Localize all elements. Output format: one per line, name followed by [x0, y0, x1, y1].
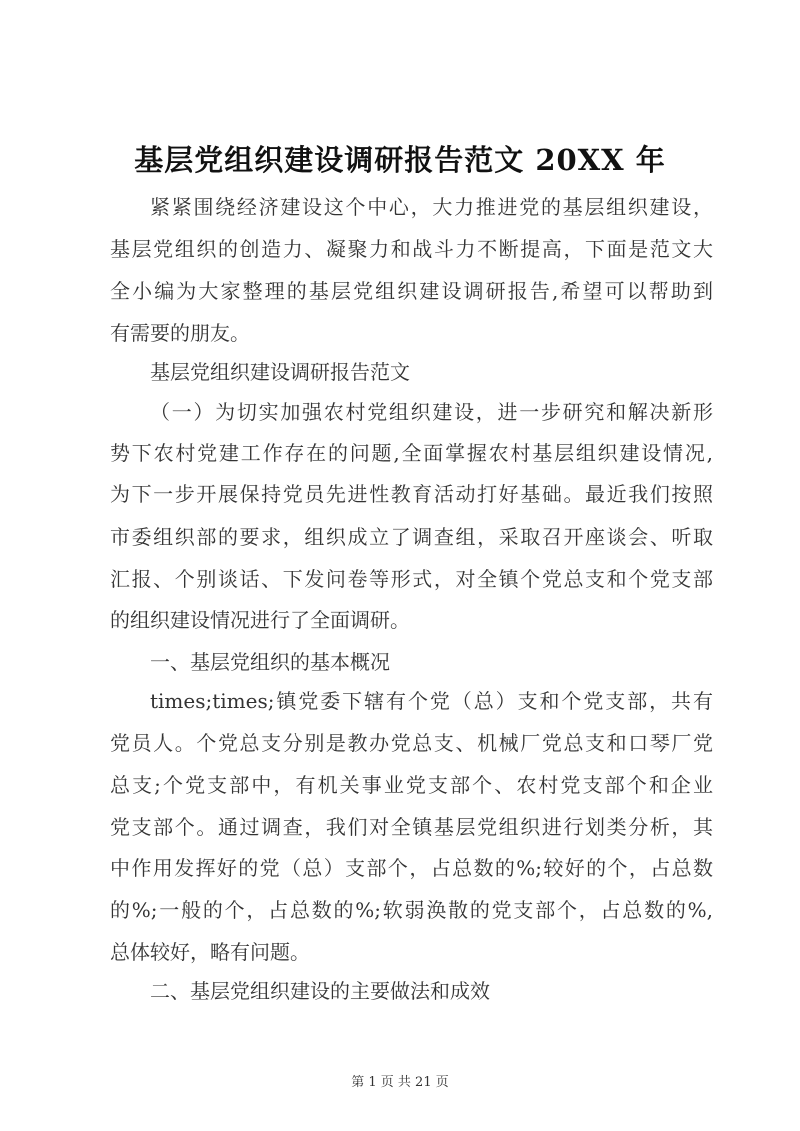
- text-line: 的组织建设情况进行了全面调研。: [110, 608, 410, 632]
- text-line: 市委组织部的要求，组织成立了调查组，采取召开座谈会、听取: [110, 525, 713, 549]
- text-line: 中作用发挥好的党（总）支部个，占总数的%;较好的个，占总数: [110, 856, 713, 880]
- text-line: 基层党组织的创造力、凝聚力和战斗力不断提高，下面是范文大: [110, 237, 713, 261]
- text-line: 为下一步开展保持党员先进性教育活动打好基础。最近我们按照: [110, 482, 713, 506]
- text-line: 紧紧围绕经济建设这个中心，大力推进党的基层组织建设，: [150, 195, 713, 219]
- text-line: 势下农村党建工作存在的问题,全面掌握农村基层组织建设情况,: [110, 441, 713, 465]
- text-line: 的%;一般的个，占总数的%;软弱涣散的党支部个，占总数的%,: [110, 898, 713, 922]
- text-line: 总支;个党支部中，有机关事业党支部个、农村党支部个和企业: [110, 773, 713, 797]
- page-footer: 第 1 页 共 21 页: [351, 1075, 449, 1090]
- text-line: times;times;镇党委下辖有个党（总）支和个党支部，共有: [150, 689, 713, 713]
- text-line: 党支部个。通过调查，我们对全镇基层党组织进行划类分析，其: [110, 815, 713, 839]
- text-line: 有需要的朋友。: [110, 321, 250, 345]
- text-line: 全小编为大家整理的基层党组织建设调研报告,希望可以帮助到: [110, 279, 713, 303]
- text-line: 汇报、个别谈话、下发问卷等形式，对全镇个党总支和个党支部: [110, 567, 713, 591]
- text-line: 党员人。个党总支分别是教办党总支、机械厂党总支和口琴厂党: [110, 731, 713, 755]
- text-line: 一、基层党组织的基本概况: [150, 650, 390, 674]
- document-title: 基层党组织建设调研报告范文 20XX 年: [134, 143, 666, 177]
- text-line: （一）为切实加强农村党组织建设，进一步研究和解决新形: [150, 400, 713, 424]
- text-line: 二、基层党组织建设的主要做法和成效: [150, 979, 490, 1003]
- text-line: 总体较好，略有问题。: [110, 940, 310, 964]
- text-line: 基层党组织建设调研报告范文: [150, 360, 410, 384]
